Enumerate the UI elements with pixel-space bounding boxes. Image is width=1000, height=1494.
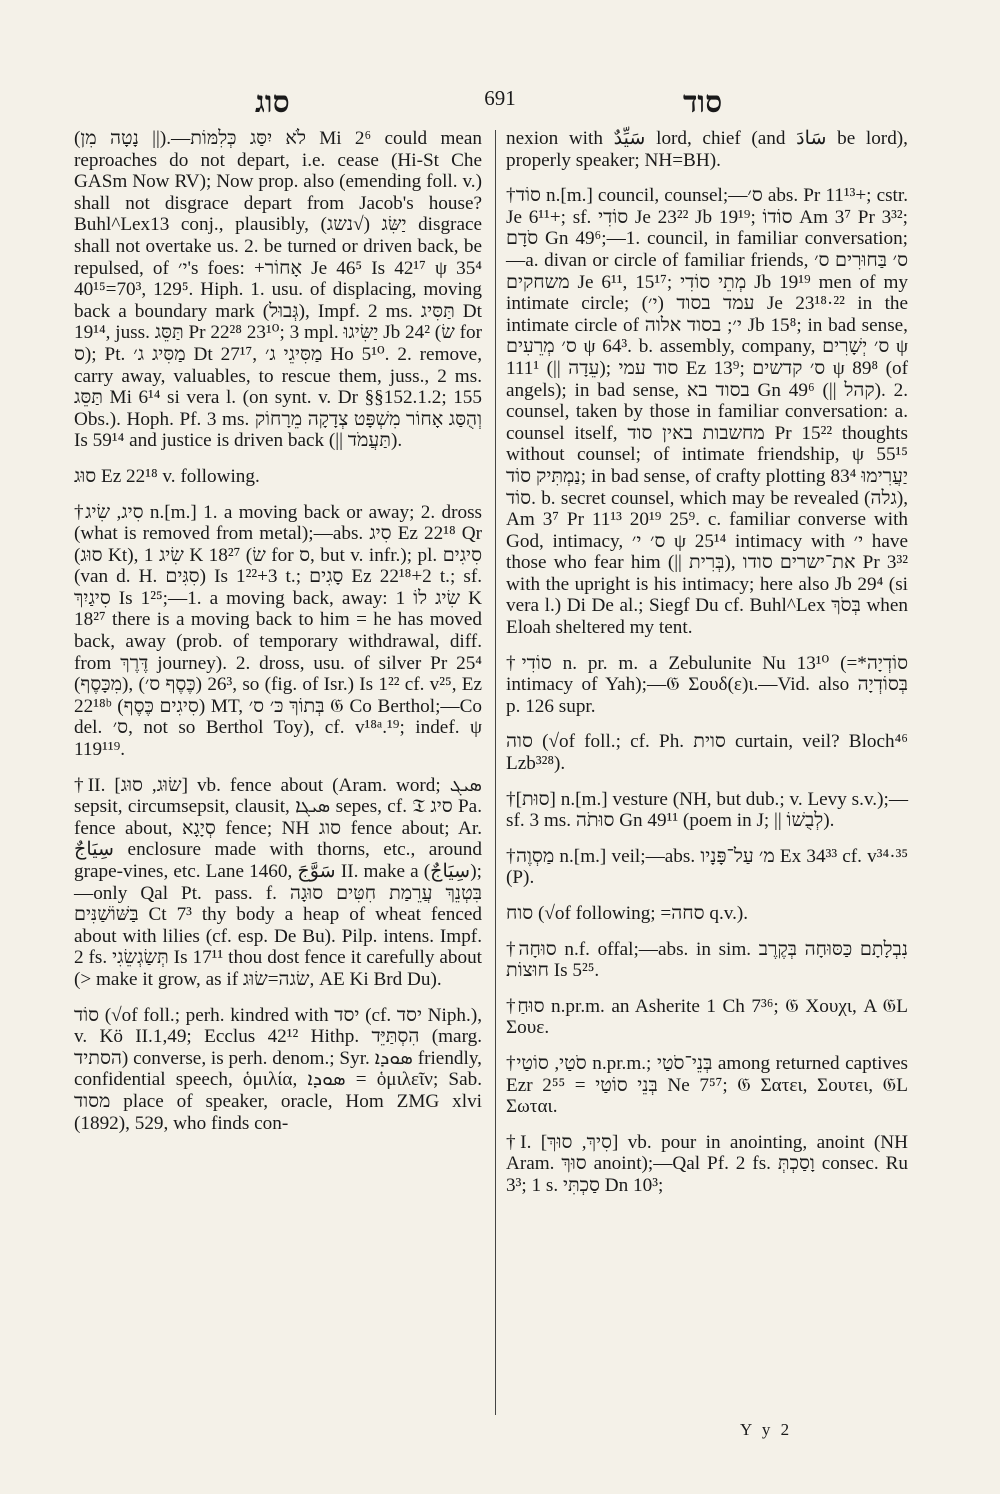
entry-paragraph: †[סוּת] n.[m.] vesture (NH, but dub.; v. Levy s.v.);—sf. 3 ms. סוּתֹה Gn 49¹¹ (poem in J; || לְבֻשׁוֹ). bbox=[506, 788, 909, 832]
signature-mark: Y y 2 bbox=[740, 1420, 793, 1439]
entry-paragraph: סוֹד (√of foll.; perh. kindred with יסד (cf. יסד Niph.), v. Kö II.1,49; Ecclus 42¹² Hithp. הִסְתַּיֵּד (marg. הסתיד) converse, is perh. denom.; Syr. ܣܘܕܐ friendly, confidential speech, ὁμιλία, ܣܘܕܐ = ὁμιλεῖν; Sab. מסוד place of speaker, oracle, Hom ZMG xlvi (1892), 529, who finds con- bbox=[74, 1004, 483, 1134]
running-head-left: סוג bbox=[255, 86, 290, 119]
entry-paragraph: †סֹטַי, סוֹטַי n.pr.m.; בְּנֵי־סֹטַי among returned captives Ezr 2⁵⁵ = בְּנֵי סוֹטַי Ne 7⁵⁷; 𝔊 Σατει, Σουτει, 𝔊L Σωται. bbox=[506, 1052, 908, 1118]
running-head-right: סוד bbox=[683, 86, 723, 119]
entry-paragraph: †סוֹד n.[m.] council, counsel;—ס׳ abs. Pr 11¹³+; cstr. Je 6¹¹+; sf. סוֹדִי Je 23²² Jb 19¹⁹; סוֹדוֹ Am 3⁷ Pr 3³²; סֹדָם Gn 49⁶;—1. council, in familiar conversation;—a. divan or circle of familiar friends, ס׳ בַּחוּרִים ס׳ משחקים Je 6¹¹, 15¹⁷; מְתֵי סוֹדִי Jb 19¹⁹ men of my intimate circle; (י׳) עמד בסוד Je 23¹⁸·²² in the intimate circle of י׳; בסוד אלוה Jb 15⁸; in bad sense, ס׳ מְרֵעִים ψ 64³. b. assembly, company, ס׳ יְשָׁרִים ψ 111¹ (|| עֵדָה); סוד עמי Ez 13⁹; ס׳ קדשים ψ 89⁸ (of angels); in bad sense, בסוד בא Gn 49⁶ (|| קהל). 2. counsel, taken by those in familiar conversation: a. counsel itself, מחשבות באין סוד Pr 15²² thoughts without counsel; of intimate friendship, ψ 55¹⁵ נַמְתִּיק סוֹד; in bad sense, of crafty plotting 83⁴ יַעֲרִימוּ סוֹד. b. secret counsel, which may be revealed (גלה), Am 3⁷ Pr 11¹³ 20¹⁹ 25⁹. c. familiar converse with God, intimacy, ס׳ י׳ ψ 25¹⁴ intimacy with י׳ have those who fear him (|| בְּרִית), את־ישרים סודו Pr 3³² with the upright is his intimacy; here also Jb 29⁴ (si vera l.) Di De al.; Siegf Du cf. Buhl^Lex בְּסֹךְ when Eloah sheltered my tent. bbox=[506, 185, 909, 639]
entry-paragraph: nexion with سَيِّدٌ lord, chief (and سَادَ be lord), properly speaker; NH=BH). bbox=[506, 128, 908, 171]
entry-paragraph: †מַסְוֶה n.[m.] veil;—abs. מ׳ עַל־פָּנָיו Ex 34³³ cf. v³⁴·³⁵ (P). bbox=[506, 845, 909, 889]
entry-paragraph: †I. [סִיךְ, סוּךְ] vb. pour in anointing, anoint (NH Aram. סוּךְ anoint);—Qal Pf. 2 fs. וָסַכְתְּ consec. Ru 3³; 1 s. סַכְתִּי Dn 10³; bbox=[506, 1131, 909, 1196]
right-column bbox=[506, 128, 908, 1211]
entry-paragraph: †סִיג, שִׂיג n.[m.] 1. a moving back or away; 2. dross (what is removed from metal);—abs. סִיג Ez 22¹⁸ Qr (סוּג Kt), שִׂיג 1 K 18²⁷ (שׂ for ס, but v. infr.); pl. סִיגִים (van d. H. סִגִּים) Is 1²²+3 t.; סָגִים Ez 22¹⁸+2 t.; sf. סִיגַיִךְ Is 1²⁵;—1. a moving back, away: שִׂיג לוֹ 1 K 18²⁷ there is a moving back to him = he has moved back, away (prob. of temporary withdrawal, diff. from דֶּרֶךְ journey). 2. dross, usu. of silver Pr 25⁴ (מִכָּסֶף), 26³ (כֶּסֶף ס׳), so (fig. of Isr.) Is 1²² cf. v²⁵, Ez 22¹⁸ᵇ (סִיגִים כֶּסֶף) MT, בְּתוֹךְ כּ׳ ס׳ 𝔊 Co Berthol;—Co del. ס׳, not so Berthol Toy), cf. v¹⁸ᵃ.¹⁹; indef. ψ 119¹¹⁹. bbox=[74, 501, 483, 761]
entry-paragraph: סוּג Ez 22¹⁸ v. following. bbox=[74, 465, 260, 487]
page-number: 691 bbox=[484, 86, 516, 110]
entry-paragraph: †סוּחַ n.pr.m. an Asherite 1 Ch 7³⁶; 𝔊 Χουχι, A 𝔊L Σουε. bbox=[506, 995, 909, 1039]
column-divider bbox=[495, 130, 496, 1415]
entry-paragraph: †סוֹדִי n. pr. m. a Zebulunite Nu 13¹⁰ (=*סוֹדְיָה intimacy of Yah);—𝔊 Σουδ(ε)ι.—Vid. also בְּסוֹדְיָה p. 126 supr. bbox=[506, 652, 909, 717]
entry-paragraph: סוח (√of following; =סחה q.v.). bbox=[506, 903, 749, 924]
left-column bbox=[74, 128, 482, 1148]
entry-paragraph: (נָטָה מִן ||).—לֹא יִסַּג כְּלִמּוֹת Mi 2⁶ could mean reproaches do not depart, i.e. cease (Hi-St Che GASm Now RV); Now prop. also (emending foll. v.) shall not disgrace depart from Jacob's house? Buhl^Lex13 conj., plausibly, יַשִּׂג (√נשג) disgrace shall not overtake us. 2. be turned or driven back, be repulsed, of י׳'s foes: +אָחוֹר Je 46⁵ Is 42¹⁷ ψ 35⁴ 40¹⁵=70³, 129⁵. Hiph. 1. usu. of displacing, moving back a boundary mark (גְּבוּל), Impf. 2 ms. תַּסִּיג Dt 19¹⁴, juss. תַּסֵּג Pr 22²⁸ 23¹⁰; 3 mpl. יַשִּׂיגוּ Jb 24² (שׂ for ס); Pt. מַסִּיג ג׳ Dt 27¹⁷, מַסִּיגֵי ג׳ Ho 5¹⁰. 2. remove, carry away, valuables, to rescue them, juss., 2 ms. תַּסֵּג Mi 6¹⁴ si vera l. (on synt. v. Dr §§152.1.2; 155 Obs.). Hoph. Pf. 3 ms. וְהֻסַּג אָחוֹר מִשְׁפָּט צְדָקָה מֵרָחוֹק Is 59¹⁴ and justice is driven back (|| תַּעֲמֹד). bbox=[74, 128, 482, 452]
entry-paragraph: †II. [שׂוּג, סוּג] vb. fence about (Aram. word; ܣܝܓ sepsit, circumsepsit, clausit, ܣܝܓܐ sepes, cf. 𝔗 סיג Pa. fence about, סְיָגָא fence; NH סוג fence about; Ar. سِيَاجٌ enclosure made with thorns, etc., around grape-vines, etc. Lane 1460, سَوَّجَ II. make a (سِيَاجٌ);—only Qal Pt. pass. f. בִּטְנֵךְ עֲרֵמַת חִטִּים סוּגָה בַּשּׁוֹשַׁנִּים Ct 7³ thy body a heap of wheat fenced about with lilies (cf. esp. De Bu). Pilp. intens. Impf. 2 fs. תְּשַׂגְשֵׂגִי Is 17¹¹ thou dost fence it carefully about (> make it grow, as if שׂגה=שׂוּג, AE Ki Brd Du). bbox=[74, 774, 483, 990]
entry-paragraph: †סוּחָה n.f. offal;—abs. in sim. נִבְלָתָם כַּסּוּחָה בְּקֶרֶב חוּצוֹת Is 5²⁵. bbox=[506, 938, 909, 982]
entry-paragraph: סוה (√of foll.; cf. Ph. סוית curtain, veil? Bloch⁴⁶ Lzb³²⁸). bbox=[506, 731, 908, 775]
